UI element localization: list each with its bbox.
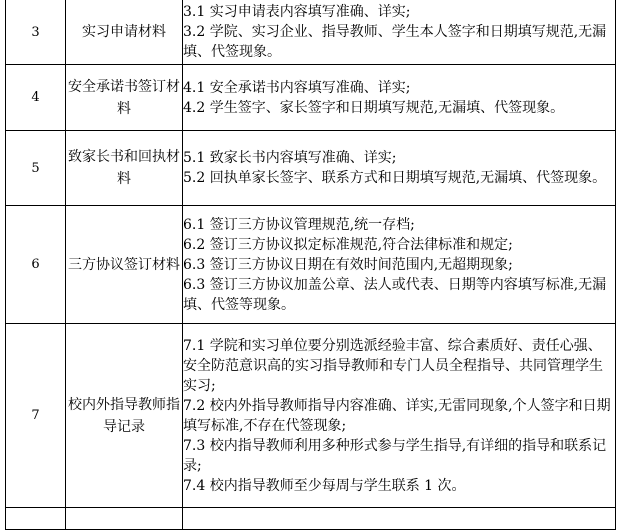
requirements-table: [5, 0, 616, 530]
requirement-line: 7.1 学院和实习单位要分别选派经验丰富、综合素质好、责任心强、安全防范意识高的实习指导教师和专门人员全程指导、共同管理学生实习;: [183, 337, 603, 394]
requirement-line: 5.2 回执单家长签字、联系方式和日期填写规范,无漏填、代签现象。: [183, 170, 607, 186]
requirements-cell: [183, 324, 616, 508]
requirements-cell: [183, 131, 616, 206]
table-row: [6, 508, 616, 530]
requirement-line: 5.1 致家长书内容填写准确、详实;: [183, 150, 397, 166]
requirement-line: 6.1 签订三方协议管理规范,统一存档;: [183, 216, 415, 233]
item-name: 实习申请材料: [66, 0, 183, 65]
requirements-cell: [183, 508, 616, 530]
table-row: [6, 131, 616, 206]
requirement-line: 4.1 安全承诺书内容填写准确、详实;: [183, 79, 411, 96]
requirement-line: 7.3 校内指导教师利用多种形式参与学生指导,有详细的指导和联系记录;: [183, 437, 607, 474]
item-name: 致家长书和回执材料: [66, 131, 183, 206]
requirement-line: 3.1 实习申请表内容填写准确、详实;: [183, 4, 411, 20]
row-number: 3: [6, 0, 66, 65]
row-number: 7: [6, 324, 66, 508]
table-row: [6, 324, 616, 508]
requirement-line: 6.2 签订三方协议拟定标准规范,符合法律标准和规定;: [183, 236, 513, 253]
table-row: [6, 206, 616, 324]
requirement-line: 6.3 签订三方协议日期在有效时间范围内,无超期现象;: [183, 256, 513, 273]
item-name: [66, 508, 183, 530]
requirements-cell: [183, 65, 616, 131]
table-row: [6, 65, 616, 131]
item-name: 校内外指导教师指导记录: [66, 324, 183, 508]
requirements-cell: [183, 0, 616, 65]
row-number: 5: [6, 131, 66, 206]
requirement-line: 7.4 校内指导教师至少每周与学生联系 1 次。: [183, 477, 466, 494]
row-number: 6: [6, 206, 66, 324]
requirement-line: 4.2 学生签字、家长签字和日期填写规范,无漏填、代签现象。: [183, 99, 565, 116]
row-number: [6, 508, 66, 530]
requirement-line: 3.2 学院、实习企业、指导教师、学生本人签字和日期填写规范,无漏填、代签现象。: [183, 24, 607, 60]
table-row: [6, 0, 616, 65]
item-name: 三方协议签订材料: [66, 206, 183, 324]
requirement-line: 7.2 校内外指导教师指导内容准确、详实,无雷同现象,个人签字和日期填写标准,不存在代签现象;: [183, 397, 611, 434]
requirement-line: 6.3 签订三方协议加盖公章、法人或代表、日期等内容填写标准,无漏填、代签等现象。: [183, 276, 607, 313]
item-name: 安全承诺书签订材料: [66, 65, 183, 131]
row-number: 4: [6, 65, 66, 131]
requirements-cell: [183, 206, 616, 324]
